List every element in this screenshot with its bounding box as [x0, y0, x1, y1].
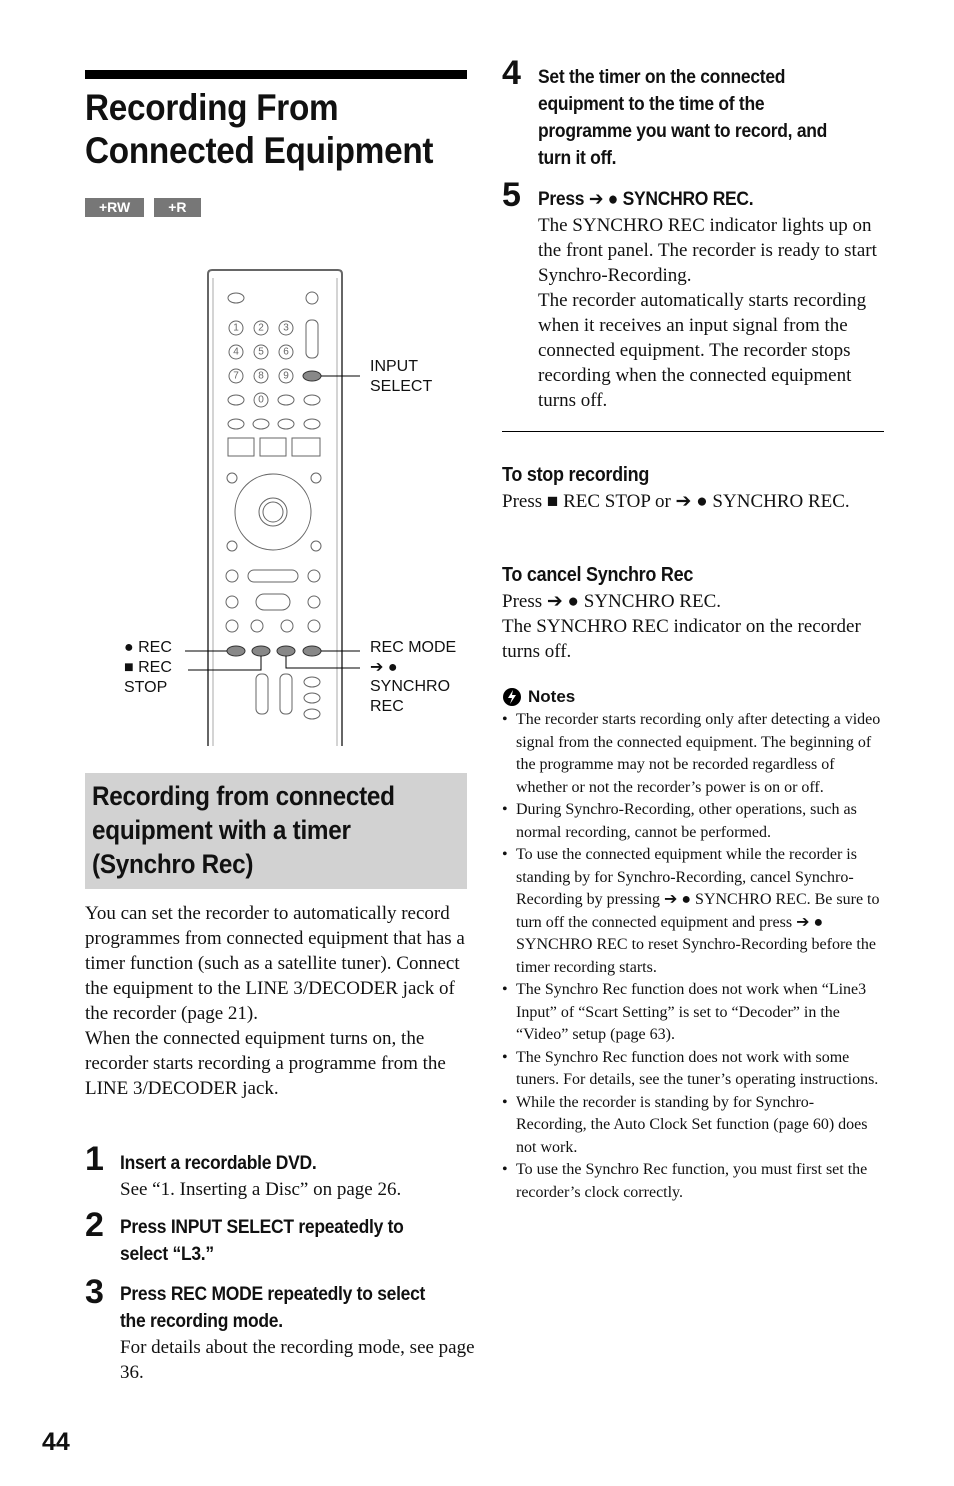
step-3 [120, 1281, 475, 1385]
disc-badges [85, 198, 201, 217]
note-item: • The Synchro Rec function does not work with some tuners. For details, see the tuner’s operating instructions. [502, 1047, 884, 1092]
notes-icon [502, 687, 522, 707]
step-1-description: See “1. Inserting a Disc” on page 26. [120, 1179, 402, 1200]
title-rule [85, 70, 467, 79]
step-1-heading: Insert a recordable DVD. [120, 1153, 317, 1174]
step-4-heading: Set the timer on the connected equipment to the time of the programme you want to record, and turn it off. [538, 67, 828, 169]
label-synchro-symbol: ➔ ● [370, 658, 398, 676]
step-5-heading: Press ➔ ● SYNCHRO REC. [538, 189, 754, 210]
step-5-description-2: The recorder automatically starts recording when it receives an input signal from the connected equipment. The recorder stops recording when the connected equipment turns off. [538, 290, 867, 411]
note-item: • To use the connected equipment while the recorder is standing by for Synchro-Recording, cancel Synchro-Recording by pressing ➔ ● SYNCHRO REC. Be sure to turn off the connected equipment and press ➔ ● SYNCHRO REC to reset Synchro-Recording before the timer recording starts. [502, 844, 884, 979]
cancel-synchro-heading: To cancel Synchro Rec [502, 564, 694, 586]
step-1 [120, 1150, 467, 1202]
svg-text:3: 3 [283, 322, 289, 334]
step-3-number: 3 [85, 1273, 104, 1311]
notes-list [502, 709, 884, 1204]
step-5 [538, 186, 884, 413]
label-input-select-line1: INPUT [370, 358, 418, 375]
page-title: Recording From Connected Equipment [85, 87, 434, 171]
label-synchro-rec: REC [370, 697, 404, 715]
svg-text:2: 2 [258, 322, 264, 334]
step-5-number: 5 [502, 176, 521, 214]
page-number: 44 [42, 1428, 70, 1456]
stop-recording-block [502, 463, 884, 514]
step-4-number: 4 [502, 54, 521, 92]
intro-text [85, 901, 467, 1101]
step-5-description: The SYNCHRO REC indicator lights up on the front panel. The recorder is ready to start Synchro-Recording. [538, 215, 877, 286]
stop-recording-text: Press ■ REC STOP or ➔ ● SYNCHRO REC. [502, 491, 850, 512]
step-2-heading: Press INPUT SELECT repeatedly to select “L3.” [120, 1217, 404, 1265]
label-rec-stop-line1: ■ REC [124, 659, 172, 676]
note-item: • To use the Synchro Rec function, you must first set the recorder’s clock correctly. [502, 1159, 884, 1204]
cancel-synchro-block [502, 563, 884, 664]
step-2 [120, 1214, 475, 1268]
intro-paragraph-1: You can set the recorder to automatically record programmes from connected equipment that has a timer function (such as a satellite tuner). Connect the equipment to the LINE 3/DECODER jack of the recorder (page 21). [85, 903, 465, 1024]
notes-heading [502, 687, 575, 707]
step-1-number: 1 [85, 1140, 104, 1178]
badge-rw: +RW [85, 198, 144, 217]
divider [502, 431, 884, 432]
step-3-description: For details about the recording mode, see page 36. [120, 1337, 475, 1383]
note-item: • The Synchro Rec function does not work when “Line3 Input” of “Scart Setting” is set to “Decoder” in the “Video” setup (page 63). [502, 979, 884, 1047]
cancel-synchro-text-1: Press ➔ ● SYNCHRO REC. [502, 591, 722, 612]
note-item: • During Synchro-Recording, other operations, such as normal recording, cannot be performed. [502, 799, 884, 844]
label-synchro: SYNCHRO [370, 678, 451, 695]
badge-r: +R [154, 198, 200, 217]
svg-text:4: 4 [233, 346, 239, 358]
svg-text:9: 9 [283, 370, 289, 382]
label-input-select [370, 357, 432, 396]
step-3-heading: Press REC MODE repeatedly to select the recording mode. [120, 1284, 426, 1332]
label-rec-stop [124, 658, 172, 697]
intro-paragraph-2: When the connected equipment turns on, the recorder starts recording a programme from the LINE 3/DECODER jack. [85, 1028, 446, 1099]
label-rec: ● REC [124, 639, 172, 656]
cancel-synchro-text-2: The SYNCHRO REC indicator on the recorder turns off. [502, 616, 861, 662]
label-rec-mode-synchro [370, 638, 456, 716]
step-4 [538, 64, 888, 172]
svg-text:6: 6 [283, 346, 289, 358]
svg-text:8: 8 [258, 370, 264, 382]
svg-text:5: 5 [258, 346, 264, 358]
note-item: • While the recorder is standing by for Synchro-Recording, the Auto Clock Set function (page 60) does not work. [502, 1092, 884, 1160]
label-rec-stop-line2: STOP [124, 678, 168, 696]
svg-text:7: 7 [233, 370, 239, 382]
notes-heading-label: Notes [528, 687, 576, 706]
svg-text:1: 1 [233, 322, 239, 334]
label-input-select-line2: SELECT [370, 377, 433, 395]
note-item: • The recorder starts recording only after detecting a video signal from the connected equipment. The beginning of the programme may not be recorded regardless of whether or not the recorder’s power is on or off. [502, 709, 884, 799]
label-rec-mode: REC MODE [370, 639, 457, 656]
section-title: Recording from connected equipment with a timer (Synchro Rec) [92, 781, 395, 879]
stop-recording-heading: To stop recording [502, 464, 650, 486]
step-2-number: 2 [85, 1206, 104, 1244]
svg-text:0: 0 [258, 394, 264, 406]
